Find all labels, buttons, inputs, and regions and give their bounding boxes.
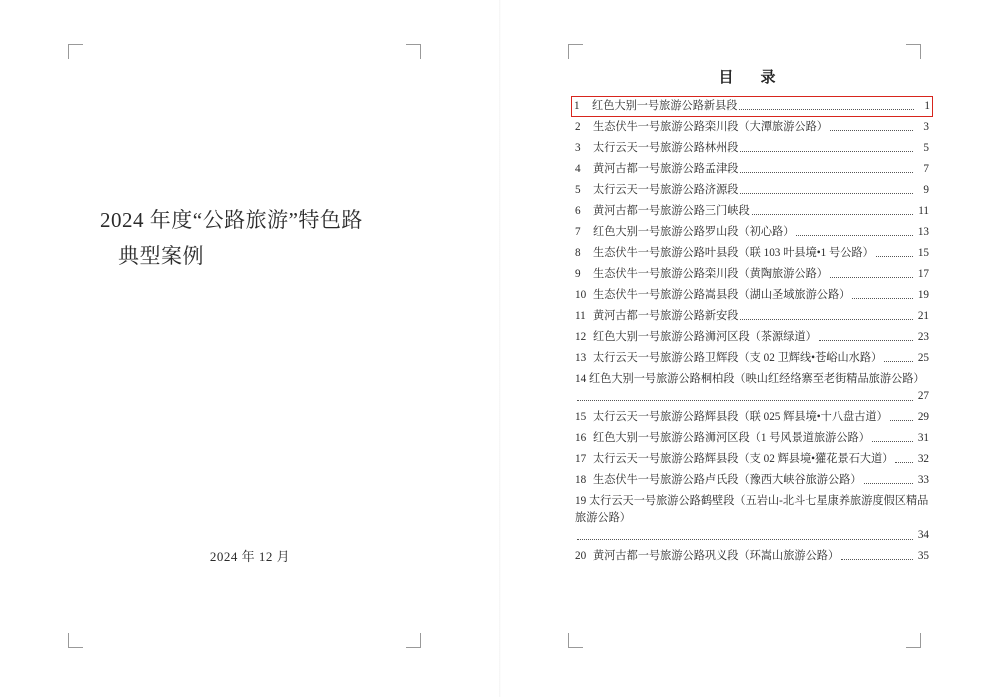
toc-leader-dots	[895, 451, 913, 463]
toc-entry-page: 17	[917, 268, 929, 280]
toc-entry-number: 17	[575, 453, 587, 465]
toc-entry-page: 29	[917, 411, 929, 423]
toc-entry-number: 1	[574, 100, 580, 112]
cover-title-line-1: 2024 年度“公路旅游”特色路	[100, 208, 363, 232]
toc-entry-page: 33	[917, 474, 929, 486]
toc-entry-text: 红色大别一号旅游公路新县段	[592, 100, 738, 112]
crop-mark-bottom-right-icon	[406, 633, 421, 648]
toc-entry-text: 14 红色大别一号旅游公路桐柏段（映山红经络寨至老街精品旅游公路）	[575, 373, 925, 385]
toc-entry-page: 27	[917, 390, 929, 402]
toc-entry-number: 2	[575, 121, 581, 133]
toc-entry-text: 黄河古都一号旅游公路巩义段（环嵩山旅游公路）	[593, 550, 840, 562]
toc-entry-text: 红色大别一号旅游公路罗山段（初心路）	[593, 226, 795, 238]
toc-entry-text: 生态伏牛一号旅游公路栾川段（大潭旅游公路）	[593, 121, 828, 133]
toc-entry[interactable]	[572, 201, 932, 222]
toc-entry[interactable]	[572, 546, 932, 567]
toc-entry-text: 太行云天一号旅游公路辉县段（支 02 辉县境•獾花景石大道）	[593, 453, 894, 465]
toc-entry[interactable]	[572, 306, 932, 327]
toc-entry-text: 太行云天一号旅游公路卫辉段（支 02 卫辉线•苍峪山水路）	[593, 352, 883, 364]
toc-entry-number: 8	[575, 247, 581, 259]
toc-leader-dots	[872, 430, 913, 442]
toc-entry-number: 9	[575, 268, 581, 280]
toc-leader-dots	[577, 389, 913, 401]
toc-entry-page: 1	[924, 100, 930, 112]
toc-entry-number: 13	[575, 352, 587, 364]
toc-entry-page: 35	[917, 550, 929, 562]
toc-entry[interactable]	[572, 264, 932, 285]
toc-entry-page: 21	[917, 310, 929, 322]
toc-entry-text: 生态伏牛一号旅游公路嵩县段（湖山圣域旅游公路）	[593, 289, 851, 301]
toc-entry-page: 7	[923, 163, 929, 175]
toc-leader-dots	[740, 308, 913, 320]
crop-mark-top-right-icon	[406, 44, 421, 59]
toc-leader-dots	[830, 266, 913, 278]
toc-entry-text: 红色大别一号旅游公路浉河区段（1 号风景道旅游公路）	[593, 432, 870, 444]
toc-entry-text: 生态伏牛一号旅游公路卢氏段（豫西大峡谷旅游公路）	[593, 474, 862, 486]
crop-mark-bottom-left-icon	[68, 633, 83, 648]
toc-entry-number: 12	[575, 331, 587, 343]
toc-entry-text: 19 太行云天一号旅游公路鹤壁段（五岩山-北斗七星康养旅游度假区精品旅游公路）	[575, 495, 929, 524]
toc-heading: 目 录	[718, 70, 782, 86]
toc-entry-page: 19	[917, 289, 929, 301]
crop-mark-top-right-icon	[906, 44, 921, 59]
toc-entry-number: 6	[575, 205, 581, 217]
crop-mark-bottom-right-icon	[906, 633, 921, 648]
toc-entry[interactable]	[572, 491, 932, 546]
toc-entry[interactable]	[572, 348, 932, 369]
toc-entry-number: 4	[575, 163, 581, 175]
toc-entry-text: 红色大别一号旅游公路浉河区段（茶源绿道）	[593, 331, 817, 343]
toc-entry-text: 太行云天一号旅游公路辉县段（联 025 辉县境•十八盘古道）	[593, 411, 888, 423]
toc-entry[interactable]	[572, 159, 932, 180]
toc-leader-dots	[739, 98, 914, 110]
toc-entry-number: 18	[575, 474, 587, 486]
toc-entry-number: 15	[575, 411, 587, 423]
toc-leader-dots	[577, 528, 913, 540]
toc-entry[interactable]	[572, 138, 932, 159]
toc-leader-dots	[819, 329, 913, 341]
toc-entry-page: 25	[917, 352, 929, 364]
toc-entry[interactable]	[572, 222, 932, 243]
toc-entry-highlighted[interactable]	[571, 96, 933, 117]
toc-entry-number: 20	[575, 550, 587, 562]
toc-entry[interactable]	[572, 180, 932, 201]
toc-entry-page: 15	[917, 247, 929, 259]
toc-entry-page: 11	[918, 205, 929, 217]
crop-mark-top-left-icon	[568, 44, 583, 59]
toc-entry[interactable]	[572, 428, 932, 449]
toc-entry-page: 5	[923, 142, 929, 154]
toc-entry[interactable]	[572, 407, 932, 428]
toc-leader-dots	[852, 287, 913, 299]
toc-entry-text: 生态伏牛一号旅游公路栾川段（黄陶旅游公路）	[593, 268, 828, 280]
toc-entry-page: 32	[917, 453, 929, 465]
toc-entry[interactable]	[572, 327, 932, 348]
toc-leader-dots	[752, 203, 913, 215]
toc-leader-dots	[841, 548, 913, 560]
toc-entry-text: 太行云天一号旅游公路林州段	[593, 142, 739, 154]
toc-entry[interactable]	[572, 117, 932, 138]
toc-entry[interactable]	[572, 243, 932, 264]
cover-title	[100, 202, 420, 274]
toc-entry-text: 太行云天一号旅游公路济源段	[593, 184, 739, 196]
toc-entry-number: 10	[575, 289, 587, 301]
toc-leader-dots	[890, 409, 913, 421]
cover-date: 2024 年 12 月	[209, 549, 291, 564]
toc-leader-dots	[830, 119, 913, 131]
toc-entry-number: 5	[575, 184, 581, 196]
cover-title-line-2: 典型案例	[118, 244, 204, 268]
toc-entry-text: 生态伏牛一号旅游公路叶县段（联 103 叶县境•1 号公路）	[593, 247, 874, 259]
toc-page	[500, 0, 1000, 697]
toc-entry-page: 13	[917, 226, 929, 238]
toc-leader-dots	[864, 472, 913, 484]
toc-entry-page: 23	[917, 331, 929, 343]
toc-entry-page: 9	[923, 184, 929, 196]
toc-entry-number: 16	[575, 432, 587, 444]
toc-entry-page: 3	[923, 121, 929, 133]
toc-entry[interactable]	[572, 285, 932, 306]
toc-entry-text: 黄河古都一号旅游公路三门峡段	[593, 205, 750, 217]
toc-entry-text: 黄河古都一号旅游公路孟津段	[593, 163, 739, 175]
toc-leader-dots	[740, 161, 913, 173]
toc-leader-dots	[796, 224, 913, 236]
crop-mark-top-left-icon	[68, 44, 83, 59]
toc-entry-number: 7	[575, 226, 581, 238]
toc-entry[interactable]	[572, 470, 932, 491]
toc-entry-number: 11	[575, 310, 586, 322]
toc-entry-page: 34	[917, 529, 929, 541]
crop-mark-bottom-left-icon	[568, 633, 583, 648]
toc-leader-dots	[884, 350, 913, 362]
toc-entry[interactable]	[572, 369, 932, 407]
toc-list	[572, 96, 932, 567]
toc-entry-text: 黄河古都一号旅游公路新安段	[593, 310, 739, 322]
toc-entry-page: 31	[917, 432, 929, 444]
toc-leader-dots	[740, 182, 913, 194]
toc-entry[interactable]	[572, 449, 932, 470]
toc-leader-dots	[876, 245, 913, 257]
toc-entry-number: 3	[575, 142, 581, 154]
toc-leader-dots	[740, 140, 913, 152]
